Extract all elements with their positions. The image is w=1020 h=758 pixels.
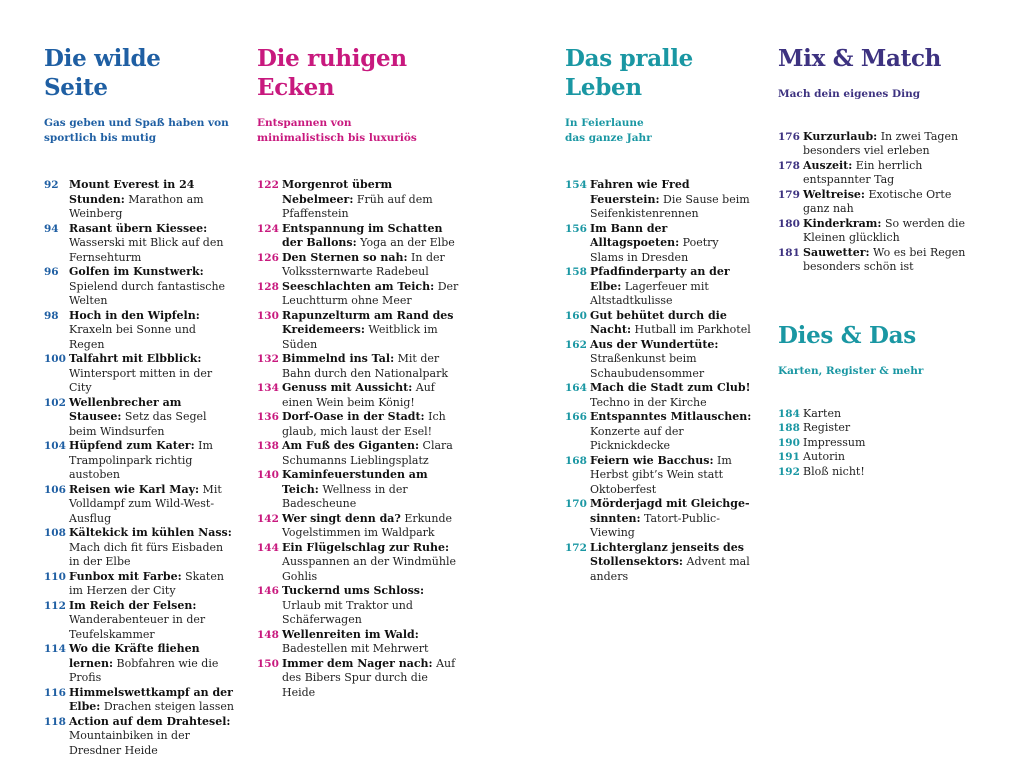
toc-entry [565,309,755,338]
entry-title: Pfadfinderparty an der Elbe: [590,265,730,293]
entry-title: Entspanntes Mitlauschen: [590,410,751,423]
entry-description: Marathon am Weinberg [69,193,204,221]
section-subtitle [257,116,462,145]
entry-title: Immer dem Nager nach: [282,657,433,670]
entry-description: Badestellen mit Mehrwert [282,642,428,655]
page-number: 191 [778,450,803,465]
page-number: 154 [565,178,590,222]
toc-list [44,178,234,758]
page-number: 176 [778,130,803,159]
entry-text [803,407,978,422]
section-title [565,44,755,102]
toc-entry [778,450,978,465]
page-number: 140 [257,468,282,512]
page-number: 184 [778,407,803,422]
page-number: 108 [44,526,69,570]
entry-description: Mit der Bahn durch den Nationalpark [282,352,448,380]
entry-description: Auf des Bibers Spur durch die Heide [282,657,455,699]
toc-entry [44,483,234,527]
toc-entry [257,178,462,222]
entry-description: Skaten im Herzen der City [69,570,224,598]
page-number: 178 [778,159,803,188]
section-title-line-1: Das pralle [565,45,693,72]
entry-text [282,222,462,251]
entry-description: Hutball im Parkhotel [631,323,751,336]
toc-entry [565,541,755,585]
entry-text [69,686,234,715]
entry-description: Mach dich fit fürs Eisbaden in der Elbe [69,541,223,569]
page-number: 96 [44,265,69,309]
entry-description: Urlaub mit Traktor und Schäferwagen [282,599,413,627]
toc-entry [778,246,968,275]
entry-text [590,309,755,338]
section-die-ruhigen-ecken [257,44,462,700]
entry-title: Hoch in den Wipfeln: [69,309,200,322]
entry-title: Entspannung im Schatten der Ballons: [282,222,443,250]
toc-entry [44,599,234,643]
toc-entry [565,222,755,266]
entry-text [69,715,234,758]
section-subtitle-line-1: Entspannen von [257,117,352,129]
entry-description: Bloß nicht! [803,465,865,478]
entry-description: Straßenkunst beim Schaubudensommer [590,352,704,380]
section-subtitle [44,116,234,145]
toc-list [565,178,755,584]
section-title: Dies & Das [778,321,978,350]
entry-title: Mach die Stadt zum Club! [590,381,750,394]
page-number: 181 [778,246,803,275]
toc-entry [257,251,462,280]
entry-text [282,251,462,280]
entry-text [69,352,234,396]
section-title-line-2: Seite [44,74,108,101]
entry-text [282,309,462,353]
toc-entry [44,352,234,396]
page-number: 146 [257,584,282,628]
toc-entry [44,439,234,483]
entry-title: Talfahrt mit Elbblick: [69,352,201,365]
entry-text [282,541,462,585]
section-title: Mix & Match [778,44,968,73]
entry-text [590,454,755,498]
entry-title: Auszeit: [803,159,852,172]
entry-title: Morgenrot überm Nebelmeer: [282,178,392,206]
toc-list [778,407,978,480]
page-number: 160 [565,309,590,338]
entry-title: Genuss mit Aussicht: [282,381,412,394]
page-number: 100 [44,352,69,396]
entry-description: Bobfahren wie die Profis [69,657,218,685]
entry-description: Ich glaub, mich laust der Esel! [282,410,446,438]
entry-title: Mörderjagd mit Gleichgesinnten: [590,497,750,525]
entry-title: Rasant übern Kiessee: [69,222,207,235]
toc-entry [257,439,462,468]
section-das-pralle-leben [565,44,755,584]
entry-text [803,217,968,246]
page-number: 164 [565,381,590,410]
entry-description: Früh auf dem Pfaffenstein [282,193,433,221]
page-number: 168 [565,454,590,498]
page-number: 138 [257,439,282,468]
entry-text [590,541,755,585]
entry-title: Ein Flügelschlag zur Ruhe: [282,541,449,554]
toc-entry [257,628,462,657]
entry-text [69,309,234,353]
entry-title: Hüpfend zum Kater: [69,439,195,452]
page-number: 156 [565,222,590,266]
page-number: 162 [565,338,590,382]
page-number: 122 [257,178,282,222]
entry-text [803,436,978,451]
entry-text [69,396,234,440]
toc-entry [778,421,978,436]
entry-title: Kältekick im kühlen Nass: [69,526,232,539]
entry-title: Gut behütet durch die Nacht: [590,309,727,337]
section-title-line-2: Leben [565,74,642,101]
page-number: 102 [44,396,69,440]
entry-description: Mit Volldampf zum Wild-West-Ausflug [69,483,222,525]
entry-title: Reisen wie Karl May: [69,483,199,496]
entry-text [69,265,234,309]
toc-entry [778,159,968,188]
entry-text [282,468,462,512]
entry-title: Fahren wie Fred Feuerstein: [590,178,690,206]
toc-entry [778,217,968,246]
entry-title: Am Fuß des Giganten: [282,439,419,452]
page-number: 130 [257,309,282,353]
entry-title: Tuckernd ums Schloss: [282,584,424,597]
entry-text [69,178,234,222]
entry-description: Im Trampolinpark richtig austoben [69,439,213,481]
entry-text [282,280,462,309]
entry-text [282,512,462,541]
toc-entry [44,396,234,440]
entry-text [590,410,755,454]
section-subtitle: Karten, Register & mehr [778,364,978,379]
toc-entry [778,407,978,422]
section-dies-und-das [778,321,978,479]
entry-description: Wellness in der Badescheune [282,483,408,511]
toc-entry [44,686,234,715]
toc-entry [257,410,462,439]
page-number: 110 [44,570,69,599]
entry-description: Mountainbiken in der Dresdner Heide [69,729,190,757]
section-mix-and-match [778,44,968,275]
entry-description: Im Herbst gibt’s Wein statt Oktoberfest [590,454,732,496]
section-title-line-1: Die wilde [44,45,161,72]
toc-entry [44,715,234,758]
page-number: 126 [257,251,282,280]
toc-entry [257,512,462,541]
page-number: 166 [565,410,590,454]
entry-title: Mount Everest in 24 Stunden: [69,178,194,206]
toc-entry [257,222,462,251]
page-number: 92 [44,178,69,222]
page-number: 132 [257,352,282,381]
section-title [44,44,234,102]
toc-entry [565,454,755,498]
section-subtitle-line-1: In Feierlaune [565,117,644,129]
page-number: 192 [778,465,803,480]
page-number: 148 [257,628,282,657]
entry-description: Wanderabenteuer in der Teufelskammer [69,613,205,641]
entry-description: Erkunde Vogelstimmen im Waldpark [282,512,452,540]
toc-entry [565,381,755,410]
entry-description: Ausspannen an der Windmühle Gohlis [282,555,456,583]
entry-description: Advent mal anders [590,555,750,583]
entry-description: Die Sause beim Seifenkistenrennen [590,193,750,221]
entry-title: Wellenreiten im Wald: [282,628,419,641]
toc-entry [257,280,462,309]
section-title-line-2: Ecken [257,74,334,101]
entry-text [282,178,462,222]
page-number: 128 [257,280,282,309]
entry-description: In der Volkssternwarte Radebeul [282,251,445,279]
entry-text [282,439,462,468]
entry-text [282,657,462,701]
entry-title: Funbox mit Farbe: [69,570,182,583]
page-number: 112 [44,599,69,643]
toc-entry [257,381,462,410]
toc-entry [44,178,234,222]
entry-text [590,178,755,222]
toc-entry [44,309,234,353]
entry-text [803,450,978,465]
entry-text [69,642,234,686]
entry-text [803,130,968,159]
entry-description: Wintersport mitten in der City [69,367,212,395]
page-number: 104 [44,439,69,483]
toc-entry [565,338,755,382]
page-number: 180 [778,217,803,246]
entry-text [590,381,755,410]
entry-description: Register [803,421,850,434]
section-subtitle-line-2: sportlich bis mutig [44,132,156,144]
entry-description: Karten [803,407,841,420]
toc-entry [257,541,462,585]
entry-description: Yoga an der Elbe [357,236,455,249]
entry-description: Drachen steigen lassen [100,700,234,713]
toc-entry [257,657,462,701]
entry-title: Wer singt denn da? [282,512,401,525]
toc-entry [44,642,234,686]
page-number: 114 [44,642,69,686]
entry-text [590,222,755,266]
entry-text [69,483,234,527]
entry-description: Lagerfeuer mit Altstadtkulisse [590,280,709,308]
entry-title: Feiern wie Bacchus: [590,454,714,467]
toc-entry [565,410,755,454]
toc-entry [257,352,462,381]
section-subtitle [565,116,755,145]
entry-text [69,599,234,643]
section-subtitle: Mach dein eigenes Ding [778,87,968,102]
toc-entry [565,178,755,222]
entry-title: Action auf dem Drahtesel: [69,715,230,728]
entry-title: Aus der Wundertüte: [590,338,718,351]
page-number: 142 [257,512,282,541]
entry-description: Der Leuchtturm ohne Meer [282,280,458,308]
entry-text [803,421,978,436]
toc-list [257,178,462,700]
entry-description: Exotische Orte ganz nah [803,188,951,216]
entry-description: Setz das Segel beim Windsurfen [69,410,207,438]
page-number: 134 [257,381,282,410]
page-number: 172 [565,541,590,585]
section-subtitle-line-2: minimalistisch bis luxuriös [257,132,417,144]
toc-entry [778,130,968,159]
entry-text [69,439,234,483]
entry-text [282,410,462,439]
toc-entry [257,584,462,628]
page-number: 106 [44,483,69,527]
entry-text [803,159,968,188]
page-number: 150 [257,657,282,701]
entry-description: In zwei Tagen besonders viel erleben [803,130,958,158]
entry-description: Clara Schumanns Lieblingsplatz [282,439,453,467]
entry-description: Weitblick im Süden [282,323,438,351]
toc-entry [565,497,755,541]
entry-text [282,584,462,628]
section-title [257,44,462,102]
entry-description: Ein herrlich entspannter Tag [803,159,922,187]
entry-title: Kurzurlaub: [803,130,877,143]
toc-entry [44,265,234,309]
toc-entry [778,465,978,480]
entry-description: Tatort-Public-Viewing [590,512,720,540]
entry-title: Seeschlachten am Teich: [282,280,434,293]
entry-text [69,526,234,570]
page-number: 190 [778,436,803,451]
entry-text [282,352,462,381]
toc-entry [257,468,462,512]
entry-description: Kraxeln bei Sonne und Regen [69,323,196,351]
entry-description: Wo es bei Regen besonders schön ist [803,246,965,274]
entry-text [69,570,234,599]
entry-title: Weltreise: [803,188,865,201]
entry-description: Spielend durch fantastische Welten [69,280,225,308]
toc-entry [778,188,968,217]
entry-text [803,465,978,480]
entry-description: Wasserski mit Blick auf den Fernsehturm [69,236,223,264]
page-number: 98 [44,309,69,353]
entry-title: Wellenbrecher am Stausee: [69,396,181,424]
section-subtitle-line-1: Gas geben und Spaß haben von [44,117,229,129]
entry-title: Kinderkram: [803,217,881,230]
entry-description: So werden die Kleinen glücklich [803,217,965,245]
toc-entry [565,265,755,309]
page-number: 170 [565,497,590,541]
toc-entry [778,436,978,451]
page-number: 118 [44,715,69,758]
entry-text [282,381,462,410]
entry-title: Sauwetter: [803,246,870,259]
entry-description: Techno in der Kirche [590,396,707,409]
page-number: 136 [257,410,282,439]
toc-entry [44,222,234,266]
entry-title: Im Reich der Felsen: [69,599,196,612]
toc-entry [44,570,234,599]
page-number: 158 [565,265,590,309]
entry-title: Himmelswettkampf an der Elbe: [69,686,233,714]
section-title-line-1: Die ruhigen [257,45,407,72]
entry-title: Lichterglanz jenseits des Stollensektors: [590,541,744,569]
page-number: 179 [778,188,803,217]
section-die-wilde-seite [44,44,234,758]
entry-title: Kaminfeuerstunden am Teich: [282,468,428,496]
toc-list [778,130,968,275]
entry-title: Den Sternen so nah: [282,251,408,264]
toc-entry [44,526,234,570]
entry-text [590,497,755,541]
entry-title: Wo die Kräfte fliehen lernen: [69,642,200,670]
entry-title: Golfen im Kunstwerk: [69,265,204,278]
entry-text [282,628,462,657]
entry-description: Poetry Slams in Dresden [590,236,719,264]
entry-title: Im Bann der Alltagspoeten: [590,222,679,250]
entry-title: Dorf-Oase in der Stadt: [282,410,425,423]
toc-entry [257,309,462,353]
entry-description: Auf einen Wein beim König! [282,381,435,409]
entry-description: Impressum [803,436,865,449]
page-number: 116 [44,686,69,715]
section-subtitle-line-2: das ganze Jahr [565,132,652,144]
entry-text [590,338,755,382]
entry-text [590,265,755,309]
entry-text [803,188,968,217]
entry-text [69,222,234,266]
page-number: 144 [257,541,282,585]
entry-text [803,246,968,275]
entry-title: Rapunzelturm am Rand des Kreidemeers: [282,309,454,337]
entry-description: Konzerte auf der Picknickdecke [590,425,684,453]
page-number: 188 [778,421,803,436]
entry-description: Autorin [803,450,845,463]
page-number: 124 [257,222,282,251]
entry-title: Bimmelnd ins Tal: [282,352,394,365]
page-number: 94 [44,222,69,266]
